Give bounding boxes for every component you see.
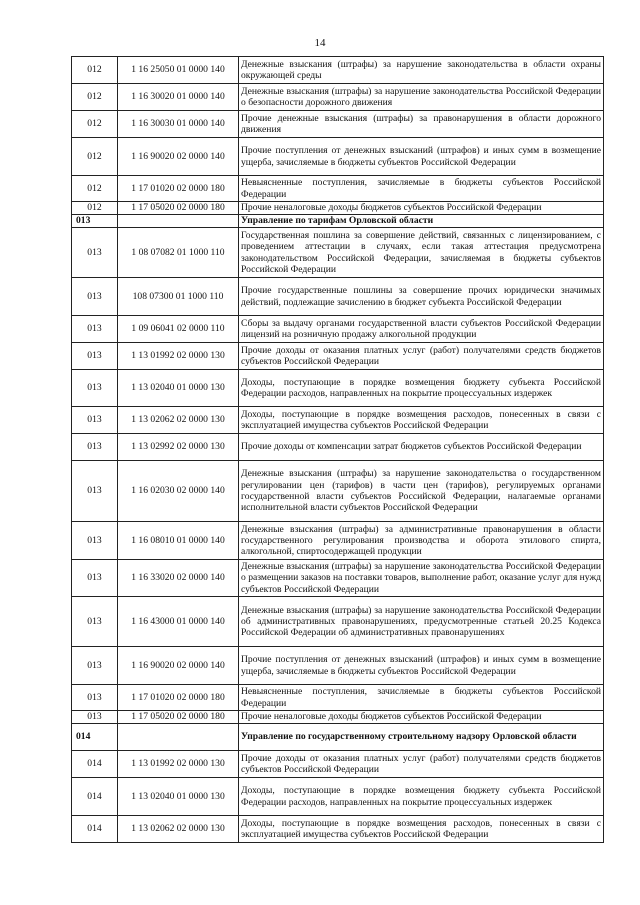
table-row <box>72 751 604 778</box>
budget-classification-table <box>71 56 604 843</box>
revenue-code-cell: 1 16 33020 02 0000 140 <box>118 560 239 597</box>
page-number: 14 <box>314 37 326 49</box>
administrator-code-cell: 013 <box>72 647 118 685</box>
revenue-name-cell: Прочие государственные пошлины за совершение прочих юридически значимых действий, подлежащие зачислению в бюджет субъекта Российской Федерации <box>239 278 604 316</box>
revenue-code-cell: 1 13 01992 02 0000 130 <box>118 751 239 778</box>
table-row <box>72 522 604 560</box>
revenue-name-cell: Прочие доходы от компенсации затрат бюджетов субъектов Российской Федерации <box>239 434 604 461</box>
section-header-row <box>72 215 604 228</box>
revenue-code-cell: 1 13 02062 02 0000 130 <box>118 816 239 843</box>
table-row <box>72 316 604 343</box>
revenue-name-cell: Прочие поступления от денежных взысканий (штрафов) и иных сумм в возмещение ущерба, зачисляемые в бюджеты субъектов Российской Федерации <box>239 138 604 176</box>
table-row <box>72 202 604 215</box>
table-row <box>72 138 604 176</box>
revenue-name-cell: Прочие денежные взыскания (штрафы) за правонарушения в области дорожного движения <box>239 111 604 138</box>
table-row <box>72 370 604 407</box>
administrator-code-cell: 014 <box>72 751 118 778</box>
table-row <box>72 111 604 138</box>
revenue-code-cell: 1 08 07082 01 1000 110 <box>118 228 239 278</box>
revenue-code-cell: 1 16 30020 01 0000 140 <box>118 84 239 111</box>
revenue-name-cell: Денежные взыскания (штрафы) за нарушение законодательства Российской Федерации об административных правонарушениях, предусмотренные статьей 20.25 Кодекса Российской Федерации об административных правонарушениях <box>239 597 604 647</box>
revenue-code-cell: 1 16 90020 02 0000 140 <box>118 647 239 685</box>
revenue-code-cell <box>118 724 239 751</box>
table-row <box>72 597 604 647</box>
revenue-code-cell: 1 16 30030 01 0000 140 <box>118 111 239 138</box>
revenue-code-cell: 1 16 08010 01 0000 140 <box>118 522 239 560</box>
revenue-name-cell: Доходы, поступающие в порядке возмещения расходов, понесенных в связи с эксплуатацией имущества субъектов Российской Федерации <box>239 407 604 434</box>
table-row <box>72 816 604 843</box>
revenue-name-cell: Доходы, поступающие в порядке возмещения бюджету субъекта Российской Федерации расходов, направленных на покрытие процессуальных издержек <box>239 370 604 407</box>
table-row <box>72 560 604 597</box>
revenue-code-cell: 1 17 05020 02 0000 180 <box>118 711 239 724</box>
administrator-code-cell: 013 <box>72 522 118 560</box>
administrator-code-cell: 013 <box>72 597 118 647</box>
administrator-code-cell: 013 <box>72 711 118 724</box>
table-row <box>72 647 604 685</box>
revenue-name-cell: Денежные взыскания (штрафы) за нарушение законодательства Российской Федерации о безопасности дорожного движения <box>239 84 604 111</box>
revenue-code-cell: 1 16 02030 02 0000 140 <box>118 461 239 522</box>
table-row <box>72 84 604 111</box>
administrator-code-cell: 012 <box>72 176 118 202</box>
revenue-name-cell: Государственная пошлина за совершение действий, связанных с лицензированием, с проведением аттестации в случаях, если такая аттестация предусмотрена законодательством Российской Федерации, зачисляемая в бюджеты субъектов Российской Федерации <box>239 228 604 278</box>
revenue-code-cell: 1 17 01020 02 0000 180 <box>118 176 239 202</box>
revenue-code-cell: 1 17 05020 02 0000 180 <box>118 202 239 215</box>
revenue-code-cell: 1 13 02992 02 0000 130 <box>118 434 239 461</box>
table-row <box>72 407 604 434</box>
administrator-code-cell: 013 <box>72 560 118 597</box>
administrator-code-cell: 013 <box>72 434 118 461</box>
administrator-code-cell: 012 <box>72 202 118 215</box>
revenue-name-cell: Управление по государственному строительному надзору Орловской области <box>239 724 604 751</box>
revenue-code-cell: 1 13 01992 02 0000 130 <box>118 343 239 370</box>
administrator-code-cell: 012 <box>72 138 118 176</box>
revenue-code-cell: 1 13 02040 01 0000 130 <box>118 370 239 407</box>
table-row <box>72 778 604 816</box>
revenue-name-cell: Управление по тарифам Орловской области <box>239 215 604 228</box>
table-row <box>72 228 604 278</box>
revenue-code-cell <box>118 215 239 228</box>
revenue-code-cell: 1 16 25050 01 0000 140 <box>118 57 239 84</box>
revenue-name-cell: Невыясненные поступления, зачисляемые в бюджеты субъектов Российской Федерации <box>239 685 604 711</box>
revenue-code-cell: 1 16 43000 01 0000 140 <box>118 597 239 647</box>
revenue-name-cell: Денежные взыскания (штрафы) за нарушение законодательства о государственном регулировании цен (тарифов) в части цен (тарифов), регулируемых органами государственной власти субъектов Российской Федерации, налагаемые органами исполнительной власти субъектов Российской Федерации <box>239 461 604 522</box>
table-row <box>72 461 604 522</box>
administrator-code-cell: 013 <box>72 215 118 228</box>
administrator-code-cell: 013 <box>72 228 118 278</box>
revenue-name-cell: Прочие неналоговые доходы бюджетов субъектов Российской Федерации <box>239 202 604 215</box>
administrator-code-cell: 012 <box>72 84 118 111</box>
administrator-code-cell: 013 <box>72 461 118 522</box>
administrator-code-cell: 014 <box>72 778 118 816</box>
administrator-code-cell: 012 <box>72 57 118 84</box>
table-row <box>72 434 604 461</box>
administrator-code-cell: 013 <box>72 685 118 711</box>
administrator-code-cell: 013 <box>72 407 118 434</box>
revenue-code-cell: 1 16 90020 02 0000 140 <box>118 138 239 176</box>
revenue-name-cell: Денежные взыскания (штрафы) за административные правонарушения в области государственного регулирования производства и оборота этилового спирта, алкогольной, спиртосодержащей продукции <box>239 522 604 560</box>
table-row <box>72 57 604 84</box>
administrator-code-cell: 012 <box>72 111 118 138</box>
administrator-code-cell: 014 <box>72 724 118 751</box>
revenue-name-cell: Сборы за выдачу органами государственной власти субъектов Российской Федерации лицензий на розничную продажу алкогольной продукции <box>239 316 604 343</box>
revenue-name-cell: Прочие неналоговые доходы бюджетов субъектов Российской Федерации <box>239 711 604 724</box>
revenue-name-cell: Прочие доходы от оказания платных услуг (работ) получателями средств бюджетов субъектов Российской Федерации <box>239 751 604 778</box>
revenue-name-cell: Прочие поступления от денежных взысканий (штрафов) и иных сумм в возмещение ущерба, зачисляемые в бюджеты субъектов Российской Федерации <box>239 647 604 685</box>
table-row <box>72 278 604 316</box>
table-row <box>72 176 604 202</box>
table-row <box>72 685 604 711</box>
administrator-code-cell: 013 <box>72 278 118 316</box>
section-header-row <box>72 724 604 751</box>
administrator-code-cell: 013 <box>72 343 118 370</box>
revenue-name-cell: Денежные взыскания (штрафы) за нарушение законодательства Российской Федерации о размещении заказов на поставки товаров, выполнение работ, оказание услуг для нужд субъектов Российской Федерации <box>239 560 604 597</box>
revenue-code-cell: 1 17 01020 02 0000 180 <box>118 685 239 711</box>
revenue-name-cell: Невыясненные поступления, зачисляемые в бюджеты субъектов Российской Федерации <box>239 176 604 202</box>
revenue-name-cell: Денежные взыскания (штрафы) за нарушение законодательства в области охраны окружающей среды <box>239 57 604 84</box>
revenue-code-cell: 1 13 02040 01 0000 130 <box>118 778 239 816</box>
revenue-name-cell: Доходы, поступающие в порядке возмещения бюджету субъекта Российской Федерации расходов, направленных на покрытие процессуальных издержек <box>239 778 604 816</box>
administrator-code-cell: 013 <box>72 370 118 407</box>
table-row <box>72 711 604 724</box>
table-row <box>72 343 604 370</box>
revenue-code-cell: 108 07300 01 1000 110 <box>118 278 239 316</box>
administrator-code-cell: 014 <box>72 816 118 843</box>
revenue-code-cell: 1 09 06041 02 0000 110 <box>118 316 239 343</box>
administrator-code-cell: 013 <box>72 316 118 343</box>
revenue-name-cell: Прочие доходы от оказания платных услуг (работ) получателями средств бюджетов субъектов Российской Федерации <box>239 343 604 370</box>
revenue-name-cell: Доходы, поступающие в порядке возмещения расходов, понесенных в связи с эксплуатацией имущества субъектов Российской Федерации <box>239 816 604 843</box>
revenue-code-cell: 1 13 02062 02 0000 130 <box>118 407 239 434</box>
